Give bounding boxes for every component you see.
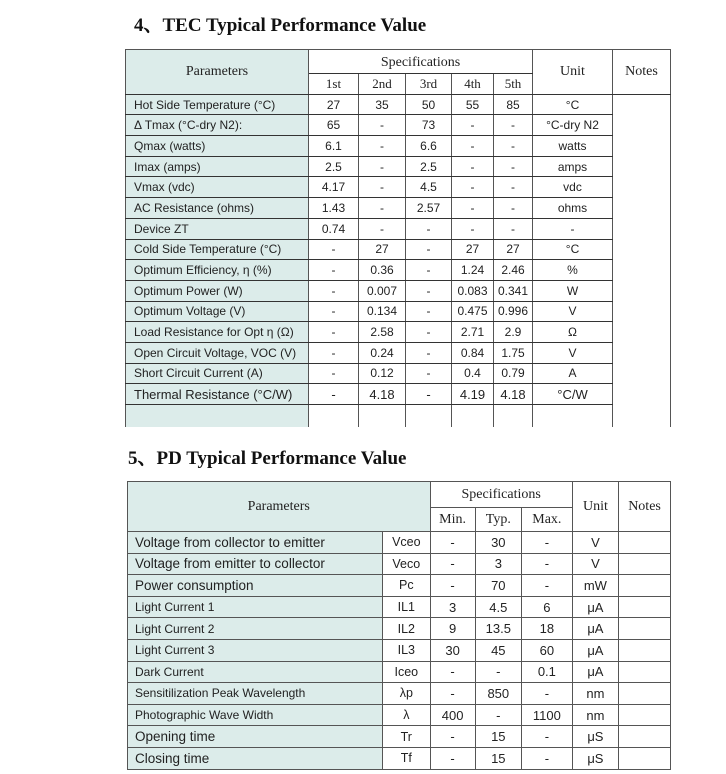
unit-value: °C (533, 94, 613, 115)
notes-value (619, 575, 671, 597)
spec-value: 0.36 (359, 260, 406, 281)
parameter-symbol: λp (383, 683, 430, 705)
spec-value: 0.1 (521, 661, 572, 683)
parameter-name: Optimum Efficiency, η (%) (126, 260, 309, 281)
spec-value: 0.134 (359, 301, 406, 322)
spec-value: - (494, 218, 533, 239)
notes-value (619, 726, 671, 748)
notes-value (619, 532, 671, 554)
parameter-name: Open Circuit Voltage, VOC (V) (126, 342, 309, 363)
parameter-name: Opening time (128, 726, 383, 748)
spec-value: 1.24 (452, 260, 494, 281)
spec-value: 0.79 (494, 363, 533, 384)
pd-col-header: Max. (521, 508, 572, 532)
pd-unit-header: Unit (572, 482, 618, 532)
unit-value: V (533, 301, 613, 322)
parameter-name: Optimum Power (W) (126, 280, 309, 301)
parameter-symbol: λ (383, 704, 430, 726)
table-row (128, 704, 671, 726)
spec-value: - (475, 704, 521, 726)
notes-value (613, 301, 671, 322)
spec-value: - (452, 218, 494, 239)
tec-parameters-header: Parameters (126, 50, 309, 95)
unit-value: nm (572, 683, 618, 705)
spec-value: 6.6 (406, 136, 452, 157)
spec-value: - (359, 136, 406, 157)
spec-value: 2.9 (494, 322, 533, 343)
spec-value: - (309, 280, 359, 301)
spec-value: 0.12 (359, 363, 406, 384)
table-row (126, 280, 671, 301)
spec-value: 13.5 (475, 618, 521, 640)
spec-value: - (521, 747, 572, 769)
parameter-name: Device ZT (126, 218, 309, 239)
parameter-name: Qmax (watts) (126, 136, 309, 157)
spec-value: 15 (475, 747, 521, 769)
notes-value (613, 198, 671, 219)
spec-value: 35 (359, 94, 406, 115)
spec-value: 6.1 (309, 136, 359, 157)
unit-value: μA (572, 661, 618, 683)
spec-value: - (521, 683, 572, 705)
table-row (126, 384, 671, 405)
spec-value: - (359, 177, 406, 198)
spec-value: 65 (309, 115, 359, 136)
spec-value: - (475, 661, 521, 683)
notes-value (613, 136, 671, 157)
table-row (126, 198, 671, 219)
tec-col-header: 3rd (406, 74, 452, 95)
spec-value: - (309, 260, 359, 281)
unit-value: nm (572, 704, 618, 726)
spec-value: 4.17 (309, 177, 359, 198)
pd-section-heading: 5、PD Typical Performance Value (128, 448, 407, 469)
spec-value: - (452, 177, 494, 198)
spec-value: 2.46 (494, 260, 533, 281)
unit-value: W (533, 280, 613, 301)
pd-parameters-header: Parameters (128, 482, 431, 532)
notes-value (619, 639, 671, 661)
spec-value: - (452, 115, 494, 136)
unit-value: vdc (533, 177, 613, 198)
parameter-name: Vmax (vdc) (126, 177, 309, 198)
spec-value: - (406, 218, 452, 239)
notes-value (613, 94, 671, 115)
spec-value: - (406, 301, 452, 322)
spec-value: 70 (475, 575, 521, 597)
spec-value: 2.5 (406, 156, 452, 177)
table-row (126, 177, 671, 198)
spec-value: 1100 (521, 704, 572, 726)
parameter-name: Short Circuit Current (A) (126, 363, 309, 384)
table-row (126, 301, 671, 322)
unit-value: μA (572, 618, 618, 640)
spec-value: 4.18 (494, 384, 533, 405)
spec-value: 850 (475, 683, 521, 705)
spec-value: 60 (521, 639, 572, 661)
spec-value: - (494, 156, 533, 177)
parameter-symbol: Tf (383, 747, 430, 769)
tec-col-header: 1st (309, 74, 359, 95)
spec-value: 4.19 (452, 384, 494, 405)
parameter-name: AC Resistance (ohms) (126, 198, 309, 219)
parameter-name: Cold Side Temperature (°C) (126, 239, 309, 260)
spec-value: 4.5 (475, 596, 521, 618)
spec-value: 2.57 (406, 198, 452, 219)
spec-value: - (521, 726, 572, 748)
table-row (128, 618, 671, 640)
tec-specifications-header: Specifications (309, 50, 533, 74)
spec-value: - (494, 136, 533, 157)
spec-value: - (359, 115, 406, 136)
parameter-symbol: IL2 (383, 618, 430, 640)
spec-value: 30 (475, 532, 521, 554)
spec-value: - (430, 747, 475, 769)
notes-value (613, 363, 671, 384)
unit-value: Ω (533, 322, 613, 343)
unit-value: V (572, 532, 618, 554)
spec-value: - (494, 115, 533, 136)
notes-value (619, 704, 671, 726)
table-row (128, 596, 671, 618)
parameter-name: Δ Tmax (°C-dry N2): (126, 115, 309, 136)
spec-value: 45 (475, 639, 521, 661)
table-row (126, 136, 671, 157)
spec-value: - (406, 260, 452, 281)
spec-value: 15 (475, 726, 521, 748)
parameter-name: Photographic Wave Width (128, 704, 383, 726)
spec-value: 0.007 (359, 280, 406, 301)
table-row (128, 747, 671, 769)
spec-value: 27 (309, 94, 359, 115)
unit-value: °C (533, 239, 613, 260)
spec-value: - (494, 177, 533, 198)
spec-value: 3 (430, 596, 475, 618)
table-row (126, 156, 671, 177)
unit-value: - (533, 218, 613, 239)
parameter-name: Closing time (128, 747, 383, 769)
parameter-name: Load Resistance for Opt η (Ω) (126, 322, 309, 343)
table-row (126, 342, 671, 363)
tec-blank-cell (126, 405, 309, 427)
notes-value (619, 747, 671, 769)
spec-value: 0.84 (452, 342, 494, 363)
spec-value: 6 (521, 596, 572, 618)
spec-value: 9 (430, 618, 475, 640)
spec-value: - (406, 342, 452, 363)
spec-value: - (359, 156, 406, 177)
spec-value: 1.75 (494, 342, 533, 363)
table-row (128, 575, 671, 597)
spec-value: - (452, 136, 494, 157)
spec-value: - (430, 683, 475, 705)
spec-value: - (309, 363, 359, 384)
notes-value (613, 218, 671, 239)
spec-value: - (359, 218, 406, 239)
spec-value: - (521, 553, 572, 575)
notes-value (619, 683, 671, 705)
parameter-name: Voltage from collector to emitter (128, 532, 383, 554)
table-row (128, 683, 671, 705)
spec-value: 2.58 (359, 322, 406, 343)
parameter-name: Light Current 1 (128, 596, 383, 618)
parameter-name: Hot Side Temperature (°C) (126, 94, 309, 115)
pd-col-header: Min. (430, 508, 475, 532)
spec-value: 30 (430, 639, 475, 661)
tec-col-header: 4th (452, 74, 494, 95)
parameter-symbol: Veco (383, 553, 430, 575)
spec-value: 85 (494, 94, 533, 115)
tec-col-header: 5th (494, 74, 533, 95)
parameter-symbol: Iceo (383, 661, 430, 683)
table-row (128, 532, 671, 554)
parameter-name: Imax (amps) (126, 156, 309, 177)
parameter-name: Optimum Voltage (V) (126, 301, 309, 322)
pd-specifications-header: Specifications (430, 482, 572, 508)
spec-value: - (309, 322, 359, 343)
table-row (128, 553, 671, 575)
spec-value: - (430, 532, 475, 554)
pd-performance-table (127, 481, 671, 770)
unit-value: °C-dry N2 (533, 115, 613, 136)
spec-value: - (309, 342, 359, 363)
unit-value: μA (572, 639, 618, 661)
parameter-symbol: Pc (383, 575, 430, 597)
notes-value (613, 260, 671, 281)
pd-notes-header: Notes (619, 482, 671, 532)
table-row (126, 322, 671, 343)
table-row (126, 115, 671, 136)
spec-value: 0.996 (494, 301, 533, 322)
notes-value (619, 618, 671, 640)
unit-value: watts (533, 136, 613, 157)
tec-section-heading: 4、TEC Typical Performance Value (134, 15, 427, 36)
notes-value (619, 596, 671, 618)
parameter-name: Thermal Resistance (°C/W) (126, 384, 309, 405)
tec-unit-header: Unit (533, 50, 613, 95)
spec-value: 27 (452, 239, 494, 260)
notes-value (613, 177, 671, 198)
unit-value: V (572, 553, 618, 575)
notes-value (613, 156, 671, 177)
spec-value: - (521, 575, 572, 597)
notes-value (613, 239, 671, 260)
unit-value: amps (533, 156, 613, 177)
unit-value: V (533, 342, 613, 363)
unit-value: % (533, 260, 613, 281)
parameter-name: Light Current 3 (128, 639, 383, 661)
spec-value: - (521, 532, 572, 554)
spec-value: - (494, 198, 533, 219)
spec-value: - (406, 280, 452, 301)
spec-value: 400 (430, 704, 475, 726)
spec-value: 55 (452, 94, 494, 115)
table-row (128, 639, 671, 661)
table-row (128, 661, 671, 683)
spec-value: 0.24 (359, 342, 406, 363)
parameter-name: Power consumption (128, 575, 383, 597)
table-row (126, 260, 671, 281)
table-row (126, 239, 671, 260)
tec-performance-table (125, 49, 671, 427)
spec-value: 73 (406, 115, 452, 136)
spec-value: 50 (406, 94, 452, 115)
parameter-name: Dark Current (128, 661, 383, 683)
unit-value: μS (572, 726, 618, 748)
spec-value: - (406, 322, 452, 343)
spec-value: - (452, 198, 494, 219)
notes-value (613, 322, 671, 343)
spec-value: 0.74 (309, 218, 359, 239)
parameter-name: Sensitilization Peak Wavelength (128, 683, 383, 705)
table-row (128, 726, 671, 748)
parameter-name: Light Current 2 (128, 618, 383, 640)
tec-col-header: 2nd (359, 74, 406, 95)
spec-value: 3 (475, 553, 521, 575)
spec-value: - (406, 363, 452, 384)
notes-value (613, 342, 671, 363)
unit-value: ohms (533, 198, 613, 219)
spec-value: 4.5 (406, 177, 452, 198)
spec-value: 27 (359, 239, 406, 260)
spec-value: - (430, 726, 475, 748)
unit-value: mW (572, 575, 618, 597)
spec-value: - (309, 239, 359, 260)
spec-value: 4.18 (359, 384, 406, 405)
table-row (126, 218, 671, 239)
spec-value: 0.083 (452, 280, 494, 301)
pd-col-header: Typ. (475, 508, 521, 532)
spec-value: 2.5 (309, 156, 359, 177)
unit-value: μS (572, 747, 618, 769)
spec-value: 0.475 (452, 301, 494, 322)
spec-value: - (452, 156, 494, 177)
notes-value (613, 115, 671, 136)
spec-value: 1.43 (309, 198, 359, 219)
notes-value (619, 661, 671, 683)
table-row (126, 94, 671, 115)
spec-value: - (430, 661, 475, 683)
parameter-symbol: Tr (383, 726, 430, 748)
spec-value: - (406, 239, 452, 260)
spec-value: - (309, 301, 359, 322)
notes-value (613, 280, 671, 301)
tec-notes-header: Notes (613, 50, 671, 95)
parameter-symbol: IL3 (383, 639, 430, 661)
unit-value: A (533, 363, 613, 384)
parameter-symbol: Vceo (383, 532, 430, 554)
spec-value: - (430, 553, 475, 575)
spec-value: 18 (521, 618, 572, 640)
spec-value: - (430, 575, 475, 597)
spec-value: 27 (494, 239, 533, 260)
notes-value (619, 553, 671, 575)
spec-value: - (406, 384, 452, 405)
spec-value: - (359, 198, 406, 219)
parameter-name: Voltage from emitter to collector (128, 553, 383, 575)
spec-value: 0.4 (452, 363, 494, 384)
spec-value: 2.71 (452, 322, 494, 343)
spec-value: 0.341 (494, 280, 533, 301)
parameter-symbol: IL1 (383, 596, 430, 618)
notes-value (613, 384, 671, 405)
unit-value: °C/W (533, 384, 613, 405)
table-row (126, 363, 671, 384)
unit-value: μA (572, 596, 618, 618)
spec-value: - (309, 384, 359, 405)
